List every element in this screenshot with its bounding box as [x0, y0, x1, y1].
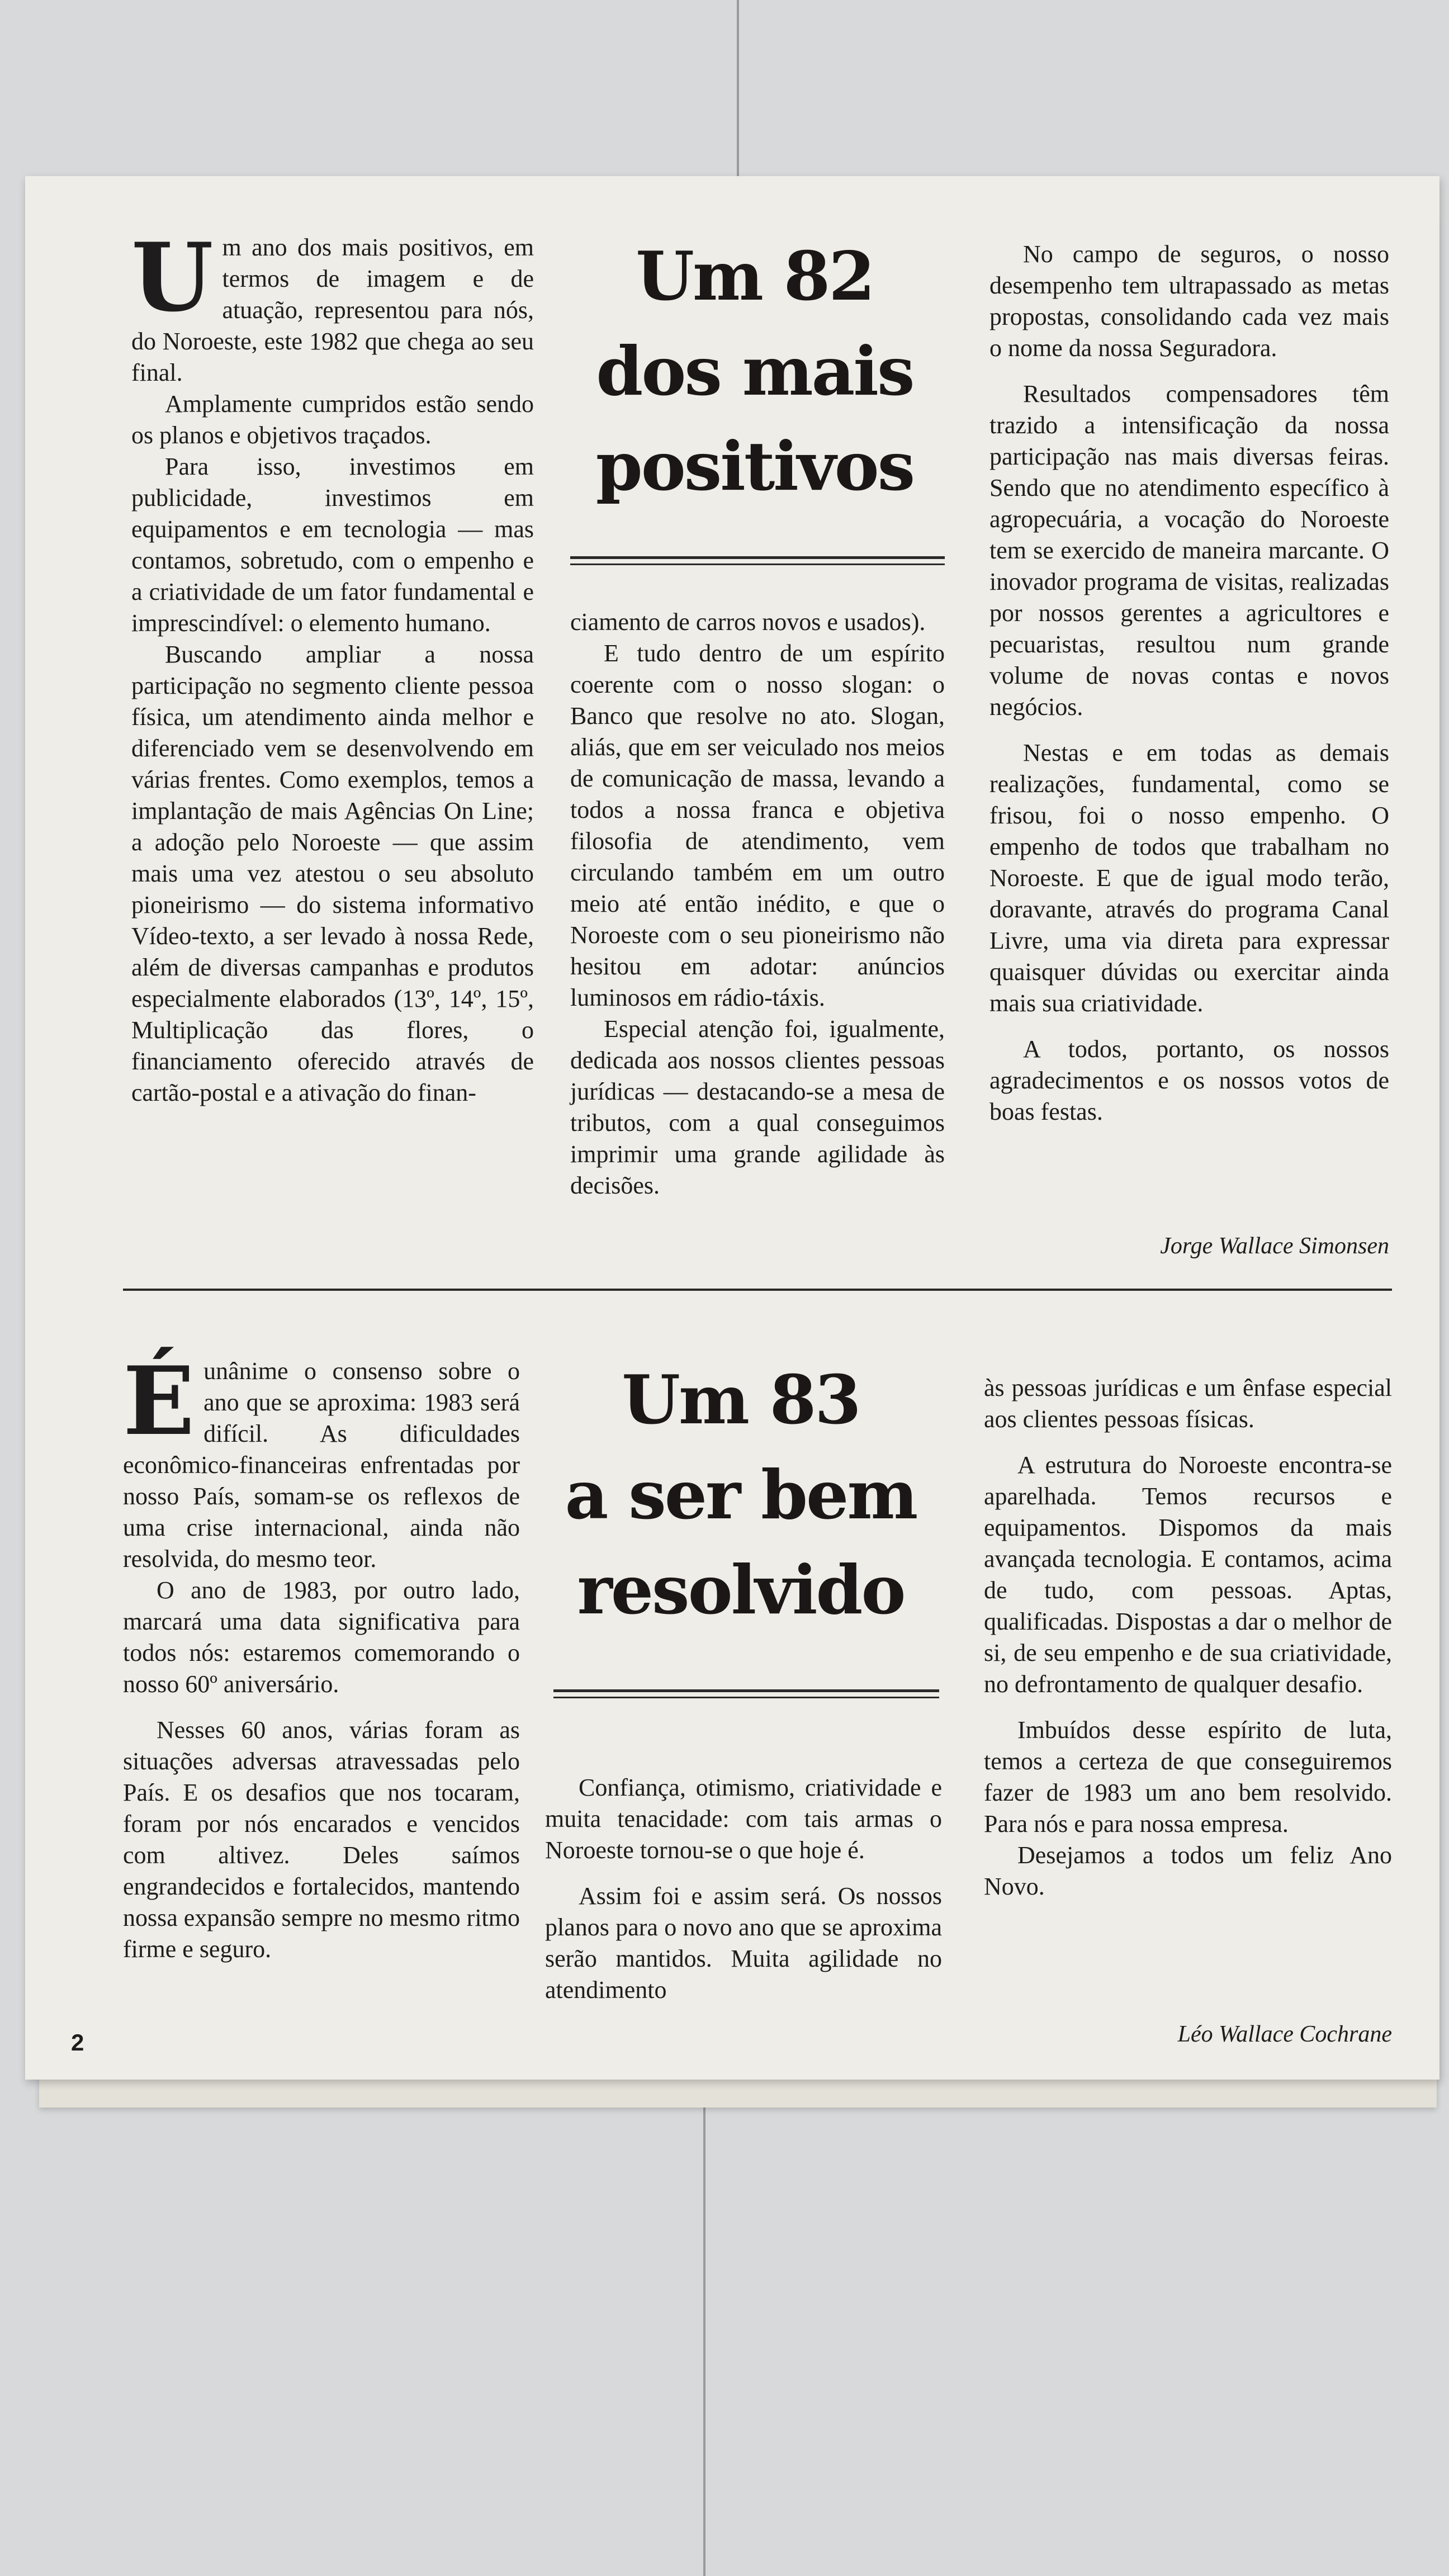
article1-col3-para: Nestas e em todas as demais realizações, fundamental, como se frisou, foi o nosso empenho. O empenho de todos que trabalham no Noroeste. E que de igual modo terão, doravante, através do programa Canal Livre, uma via direta para expressar quaisquer dúvidas ou exercitar ainda mais sua criatividade.	[989, 739, 1389, 1017]
article2-col1-para: O ano de 1983, por outro lado, marcará uma data significativa para todos nós: estaremos comemorando o nosso 60º aniversário.	[123, 1576, 520, 1698]
section-divider	[123, 1289, 1392, 1291]
article2-col3-para: Imbuídos desse espírito de luta, temos a certeza de que conseguiremos fazer de 1983 um ano bem resolvido. Para nós e para nossa empresa.	[984, 1716, 1392, 1838]
article2-column1	[123, 1346, 520, 1965]
article1-col2-para: ciamento de carros novos e usados).	[570, 608, 926, 636]
article1-col1-para: Amplamente cumpridos estão sendo os planos e objetivos traçados.	[131, 390, 534, 449]
article1-headline	[562, 229, 948, 514]
article2-headline	[545, 1353, 936, 1638]
article2-column2	[545, 1772, 942, 2006]
article2-col1-para: Nesses 60 anos, várias foram as situações adversas atravessadas pelo País. E os desafios que nos tocaram, foram por nós encarados e vencidos com altivez. Deles saímos engrandecidos e fortalecidos, mantendo nossa expansão sempre no mesmo ritmo firme e seguro.	[123, 1716, 520, 1963]
article1-col1-para: m ano dos mais positivos, em termos de imagem e de atuação, representou para nós, do Noroeste, este 1982 que chega ao seu final.	[131, 234, 534, 386]
article1-headline-line: positivos	[595, 427, 914, 506]
article1-col1-para: Buscando ampliar a nossa participação no segmento cliente pessoa física, um atendimento ainda melhor e diferenciado vem se desenvolvendo em várias frentes. Como exemplos, temos a implantação de mais Agências On Line; a adoção pelo Noroeste — que assim mais uma vez atestou o seu absoluto pioneirismo — do sistema informativo Vídeo-texto, a ser levado à nossa Rede, além de diversas campanhas e produtos especialmente elaborados (13º, 14º, 15º, Multiplicação das flores, o financiamento oferecido através de cartão-postal e a ativação do finan-	[131, 641, 534, 1106]
article1-column1	[131, 222, 534, 1109]
article2-column3	[984, 1372, 1392, 1902]
article1-col3-para: No campo de seguros, o nosso desempenho tem ultrapassado as metas propostas, consolidando cada vez mais o nome da nossa Seguradora.	[989, 240, 1389, 362]
article2-signature: Léo Wallace Cochrane	[1177, 2021, 1392, 2047]
article1-signature: Jorge Wallace Simonsen	[1160, 1233, 1389, 1259]
article1-column2	[570, 607, 945, 1201]
article2-col2-para: Assim foi e assim será. Os nossos planos para o novo ano que se aproxima serão mantidos. Muita agilidade no atendimento	[545, 1882, 942, 2004]
article1-col3-para: Resultados compensadores têm trazido a intensificação da nossa participação nas mais diversas feiras. Sendo que no atendimento específico à agropecuária, a vocação do Noroeste tem se exercido de maneira marcante. O inovador programa de visitas, realizadas por nossos gerentes a agricultores e pecuaristas, resultou num grande volume de novas contas e novos negócios.	[989, 380, 1389, 721]
article1-headline-line: Um 82	[636, 237, 874, 316]
article1-col2-para: E tudo dentro de um espírito coerente com o nosso slogan: o Banco que resolve no ato. Slogan, aliás, que em ser veiculado nos meios de comunicação de massa, levando a todos a nossa franca e objetiva filosofia de atendimento, vem circulando também em um outro meio até então inédito, e que o Noroeste com o seu pioneirismo não hesitou em adotar: anúncios luminosos em rádio-táxis.	[570, 640, 945, 1011]
article2-headline-line: a ser bem	[565, 1456, 917, 1535]
article1-headline-rule	[570, 556, 945, 559]
article1-col3-para: A todos, portanto, os nossos agradecimentos e os nossos votos de boas festas.	[989, 1035, 1389, 1125]
background-seam-top	[737, 0, 739, 179]
article2-col1-para: unânime o consenso sobre o ano que se aproxima: 1983 será difícil. As dificuldades econômico-financeiras enfrentadas por nosso País, somam-se os reflexos de uma crise internacional, ainda não resolvida, do mesmo teor.	[123, 1357, 520, 1573]
article1-dropcap: U	[131, 222, 214, 333]
article2-col2-para: Confiança, otimismo, criatividade e muita tenacidade: com tais armas o Noroeste tornou-se o que hoje é.	[545, 1774, 942, 1864]
article2-col3-para: A estrutura do Noroeste encontra-se aparelhada. Temos recursos e equipamentos. Dispomos da mais avançada tecnologia. E contamos, acima de tudo, com pessoas. Aptas, qualificadas. Dispostas a dar o melhor de si, de seu empenho e de sua criatividade, no defrontamento de qualquer desafio.	[984, 1451, 1392, 1698]
background-seam-bottom	[703, 2102, 705, 2576]
article2-headline-rule	[553, 1689, 939, 1692]
page-number: 2	[71, 2029, 84, 2056]
article2-headline-line: Um 83	[622, 1361, 860, 1439]
article1-col1-para: Para isso, investimos em publicidade, investimos em equipamentos e em tecnologia — mas contamos, sobretudo, com o empenho e a criatividade de um fator fundamental e imprescindível: o elemento humano.	[131, 453, 534, 637]
article2-dropcap: É	[123, 1346, 195, 1456]
article2-col3-para: às pessoas jurídicas e um ênfase especial aos clientes pessoas físicas.	[984, 1374, 1392, 1433]
article2-col3-para: Desejamos a todos um feliz Ano Novo.	[984, 1841, 1392, 1900]
article1-column3	[989, 239, 1389, 1128]
article1-col2-para: Especial atenção foi, igualmente, dedicada aos nossos clientes pessoas jurídicas — destacando-se a mesa de tributos, com a qual conseguimos imprimir uma grande agilidade às decisões.	[570, 1015, 945, 1199]
magazine-page	[25, 176, 1439, 2080]
article2-headline-line: resolvido	[577, 1551, 905, 1630]
article1-headline-line: dos mais	[596, 332, 913, 411]
